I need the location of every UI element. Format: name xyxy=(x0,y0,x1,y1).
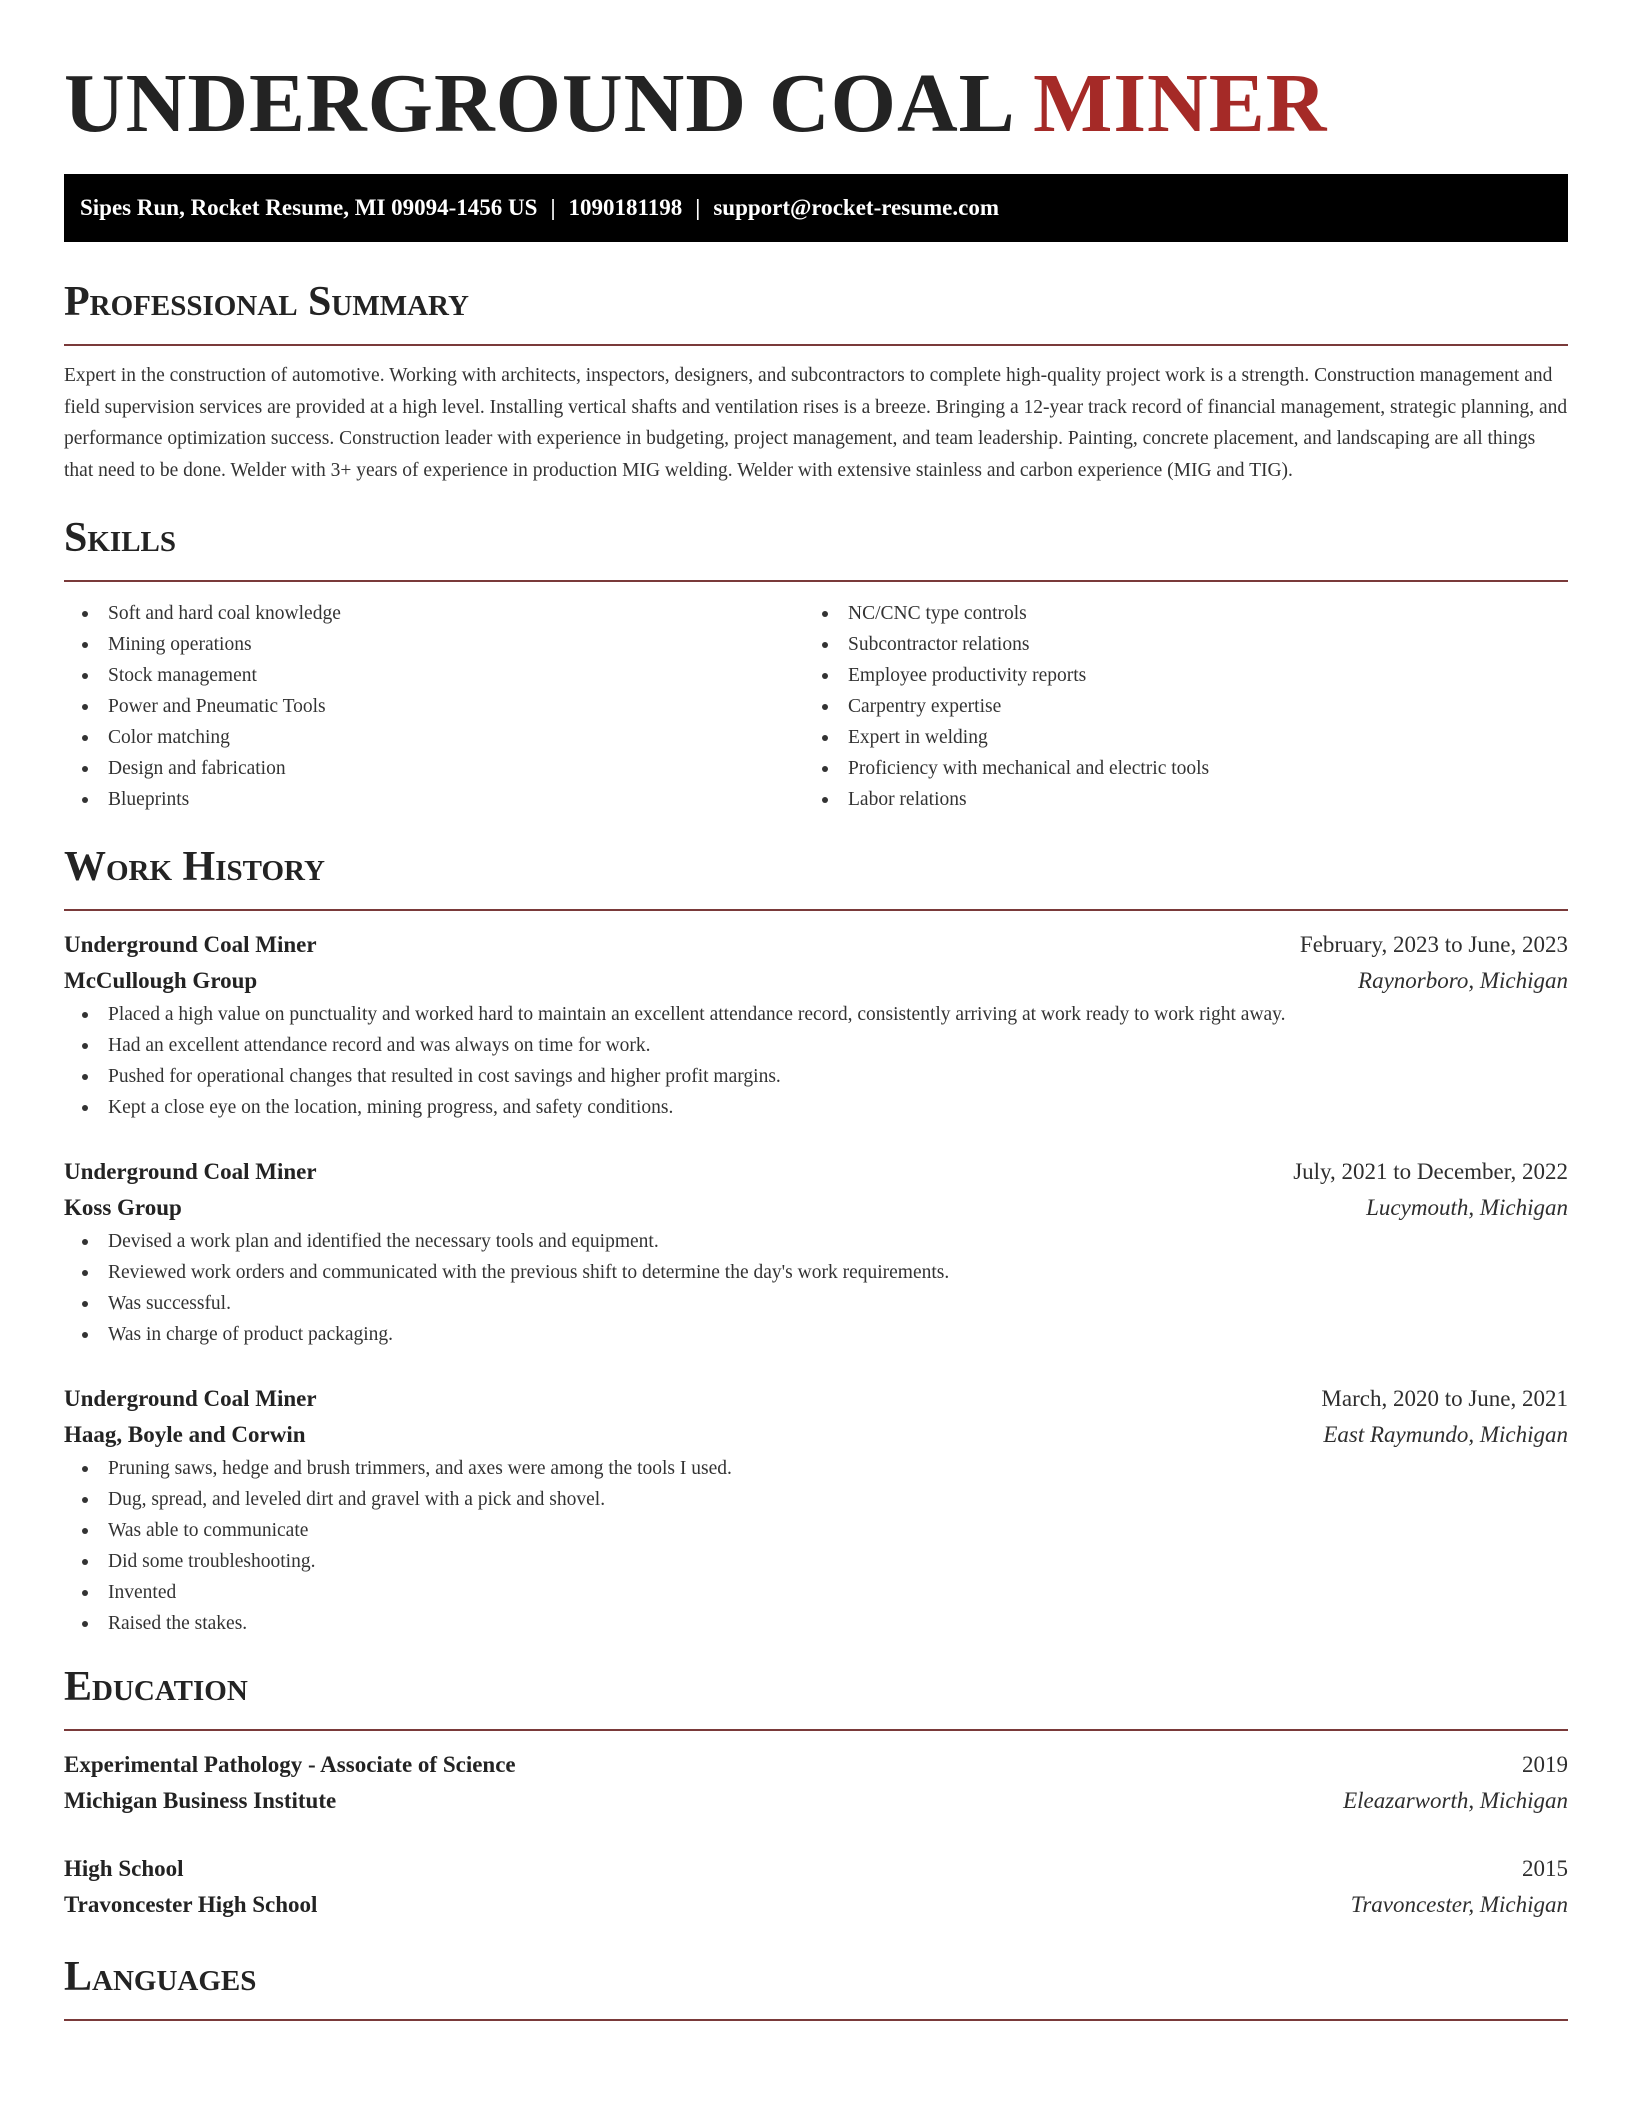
skill-item: Subcontractor relations xyxy=(804,629,1544,660)
job-header-row xyxy=(64,927,1568,963)
job-bullet: Dug, spread, and leveled dirt and gravel with a pick and shovel. xyxy=(64,1484,1568,1515)
job-bullet: Devised a work plan and identified the necessary tools and equipment. xyxy=(64,1226,1568,1257)
education-year: 2015 xyxy=(1522,1856,1568,1881)
job-company: Koss Group xyxy=(64,1195,182,1220)
education-location: Eleazarworth, Michigan xyxy=(1343,1788,1568,1813)
education-school: Michigan Business Institute xyxy=(64,1788,337,1813)
contact-phone: 1090181198 xyxy=(568,195,683,220)
skill-item: Labor relations xyxy=(804,784,1544,815)
job-bullet: Was successful. xyxy=(64,1288,1568,1319)
job-location: East Raymundo, Michigan xyxy=(1323,1422,1568,1447)
job-company: McCullough Group xyxy=(64,968,258,993)
job-entry xyxy=(64,927,1568,1123)
skill-item: Design and fabrication xyxy=(64,753,804,784)
skills-column-right xyxy=(804,598,1544,815)
job-bullet: Pushed for operational changes that resulted in cost savings and higher profit margins. xyxy=(64,1061,1568,1092)
section-divider xyxy=(64,580,1568,582)
skills-list-right xyxy=(804,598,1544,815)
job-company-row xyxy=(64,1190,1568,1226)
education-year: 2019 xyxy=(1522,1752,1568,1777)
skills-list-left xyxy=(64,598,804,815)
section-divider xyxy=(64,909,1568,911)
work-history-section xyxy=(64,841,1568,1639)
education-school-row xyxy=(64,1887,1568,1923)
education-heading: Education xyxy=(64,1664,248,1710)
skill-item: Blueprints xyxy=(64,784,804,815)
job-bullet: Had an excellent attendance record and was always on time for work. xyxy=(64,1030,1568,1061)
education-location: Travoncester, Michigan xyxy=(1350,1892,1568,1917)
job-location: Lucymouth, Michigan xyxy=(1366,1195,1568,1220)
education-entry xyxy=(64,1851,1568,1923)
summary-text: Expert in the construction of automotive. Working with architects, inspectors, designers, and subcontractors to complete high-quality project work is a strength. Construction management and field supervision services are provided at a high level. Installing vertical shafts and ventilation rises is a breeze. Bringing a 12-year track record of financial management, strategic planning, and performance optimization success. Construction leader with experience in budgeting, project management, and team leadership. Painting, concrete placement, and landscaping are all things that need to be done. Welder with 3+ years of experience in production MIG welding. Welder with extensive stainless and carbon experience (MIG and TIG). xyxy=(64,365,1568,481)
work-history-heading: Work History xyxy=(64,844,325,890)
skill-item: Carpentry expertise xyxy=(804,691,1544,722)
skill-item: Employee productivity reports xyxy=(804,660,1544,691)
contact-separator: | xyxy=(695,195,701,220)
skill-item: Color matching xyxy=(64,722,804,753)
job-bullet-list xyxy=(64,999,1568,1123)
skills-section xyxy=(64,512,1568,815)
job-bullet: Placed a high value on punctuality and worked hard to maintain an excellent attendance record, consistently arriving at work ready to work right away. xyxy=(64,999,1568,1030)
skill-item: Proficiency with mechanical and electric tools xyxy=(804,753,1544,784)
job-bullet-list xyxy=(64,1453,1568,1639)
job-company-row xyxy=(64,1417,1568,1453)
education-school-row xyxy=(64,1783,1568,1819)
skill-item: Soft and hard coal knowledge xyxy=(64,598,804,629)
job-bullet: Raised the stakes. xyxy=(64,1608,1568,1639)
job-company-row xyxy=(64,963,1568,999)
job-location: Raynorboro, Michigan xyxy=(1358,968,1568,993)
job-bullet: Reviewed work orders and communicated with the previous shift to determine the day's work requirements. xyxy=(64,1257,1568,1288)
skills-column-left xyxy=(64,598,804,815)
contact-separator: | xyxy=(550,195,556,220)
skill-item: Power and Pneumatic Tools xyxy=(64,691,804,722)
name-part-accent: MINER xyxy=(1033,57,1328,150)
job-title: Underground Coal Miner xyxy=(64,1159,317,1184)
job-title: Underground Coal Miner xyxy=(64,932,317,957)
education-section xyxy=(64,1661,1568,1923)
job-header-row xyxy=(64,1154,1568,1190)
contact-bar xyxy=(64,174,1568,242)
education-header-row xyxy=(64,1747,1568,1783)
job-title: Underground Coal Miner xyxy=(64,1386,317,1411)
name-part-primary: UNDERGROUND COAL xyxy=(64,57,1012,150)
skill-item: Stock management xyxy=(64,660,804,691)
summary-heading: Professional Summary xyxy=(64,279,469,325)
languages-section xyxy=(64,1951,1568,2021)
education-degree: High School xyxy=(64,1856,184,1881)
contact-address: Sipes Run, Rocket Resume, MI 09094-1456 US xyxy=(80,195,538,220)
candidate-name xyxy=(64,0,1568,150)
job-bullet: Did some troubleshooting. xyxy=(64,1546,1568,1577)
job-entry xyxy=(64,1381,1568,1639)
education-school: Travoncester High School xyxy=(64,1892,318,1917)
job-dates: March, 2020 to June, 2021 xyxy=(1321,1386,1568,1411)
job-dates: February, 2023 to June, 2023 xyxy=(1299,932,1568,957)
section-divider xyxy=(64,2019,1568,2021)
skill-item: NC/CNC type controls xyxy=(804,598,1544,629)
job-bullet: Was in charge of product packaging. xyxy=(64,1319,1568,1350)
contact-email: support@rocket-resume.com xyxy=(713,195,999,220)
job-company: Haag, Boyle and Corwin xyxy=(64,1422,306,1447)
education-degree: Experimental Pathology - Associate of Science xyxy=(64,1752,516,1777)
languages-heading: Languages xyxy=(64,1954,257,2000)
skill-item: Mining operations xyxy=(64,629,804,660)
job-header-row xyxy=(64,1381,1568,1417)
job-bullet: Pruning saws, hedge and brush trimmers, and axes were among the tools I used. xyxy=(64,1453,1568,1484)
job-bullet: Kept a close eye on the location, mining progress, and safety conditions. xyxy=(64,1092,1568,1123)
skill-item: Expert in welding xyxy=(804,722,1544,753)
summary-section xyxy=(64,276,1568,486)
section-divider xyxy=(64,344,1568,346)
education-entry xyxy=(64,1747,1568,1819)
resume-page xyxy=(64,0,1568,2021)
education-header-row xyxy=(64,1851,1568,1887)
job-bullet: Was able to communicate xyxy=(64,1515,1568,1546)
skills-grid xyxy=(64,598,1568,815)
section-divider xyxy=(64,1729,1568,1731)
job-bullet: Invented xyxy=(64,1577,1568,1608)
job-entry xyxy=(64,1154,1568,1350)
job-bullet-list xyxy=(64,1226,1568,1350)
skills-heading: Skills xyxy=(64,515,177,561)
job-dates: July, 2021 to December, 2022 xyxy=(1293,1159,1568,1184)
